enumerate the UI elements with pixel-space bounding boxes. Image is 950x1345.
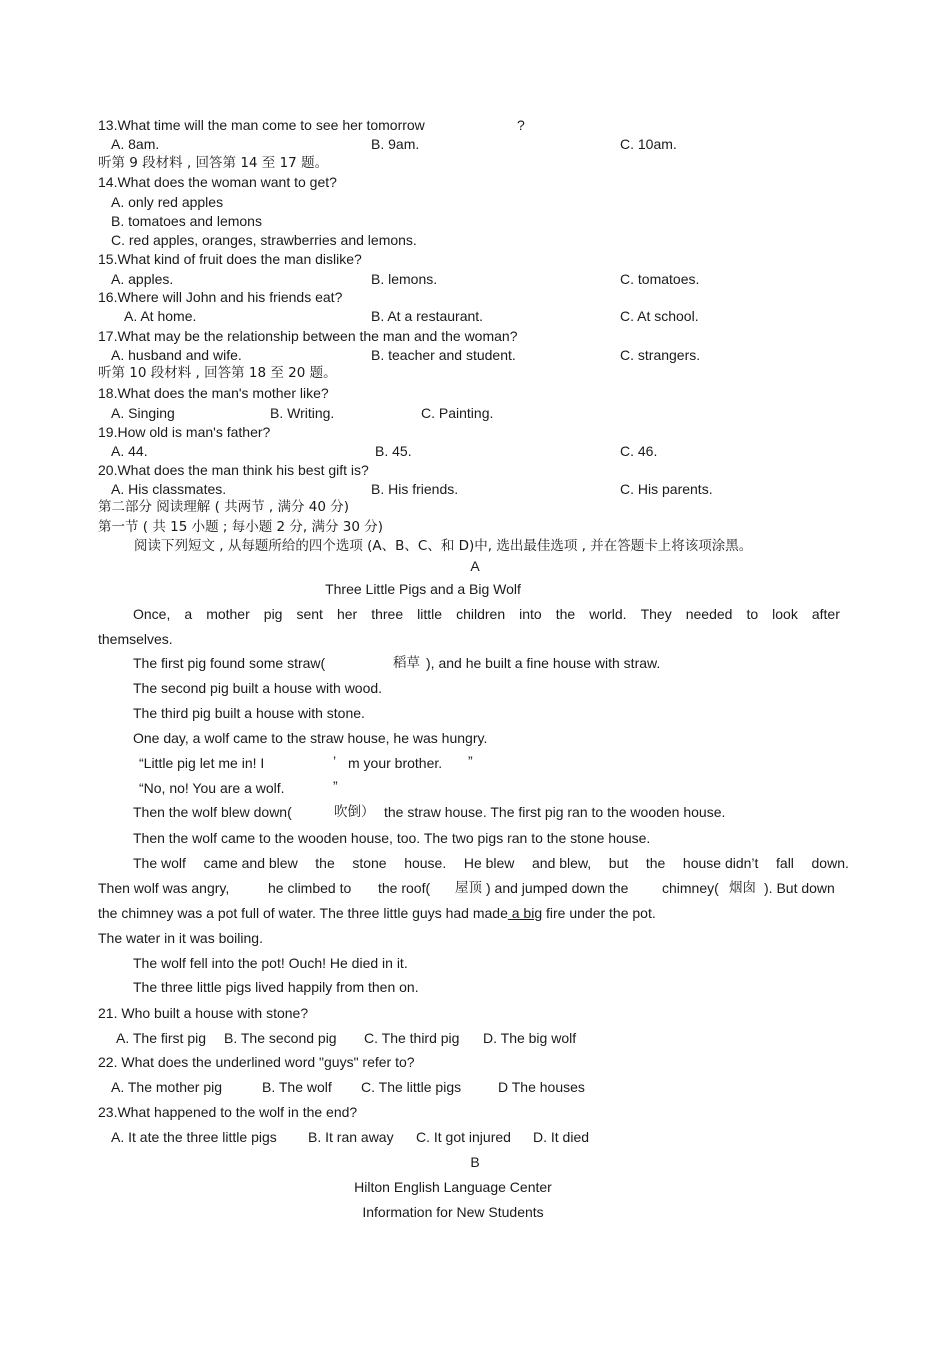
q22-option-c: C. The little pigs	[361, 1079, 462, 1095]
underlined-text: a big	[507, 905, 543, 921]
q16-option-a: A. At home.	[124, 308, 197, 324]
passage-a-p11-f: ). But down	[764, 880, 835, 896]
question-21: 21. Who built a house with stone?	[98, 1005, 309, 1021]
passage-a-p11-b: he climbed to	[268, 880, 352, 896]
word: He blew	[463, 855, 515, 871]
passage-a-p6-c: m your brother.	[348, 755, 443, 771]
passage-a-p7-quote: ”	[333, 778, 338, 794]
passage-a-p2-end: ), and he built a fine house with straw.	[426, 655, 661, 671]
passage-a-line-2: themselves.	[98, 631, 173, 647]
word: house didn’t	[682, 855, 759, 871]
question-14: 14.What does the woman want to get?	[98, 174, 337, 190]
passage-a-title: Three Little Pigs and a Big Wolf	[325, 581, 521, 597]
word: Once,	[133, 606, 171, 622]
passage-a-p11-chinese-roof: 屋顶	[455, 880, 482, 896]
q23-option-c: C. It got injured	[416, 1129, 511, 1145]
word: came and blew	[203, 855, 298, 871]
q22-option-b: B. The wolf	[262, 1079, 332, 1095]
passage-a-p11-chinese-chimney: 烟囱	[729, 880, 756, 896]
word: mother	[206, 606, 250, 622]
passage-a-p8-chinese: 吹倒）	[334, 804, 375, 820]
word: three	[371, 606, 404, 622]
passage-a-p11-d: ) and jumped down the	[486, 880, 629, 896]
question-13: 13.What time will the man come to see her tomorrow	[98, 117, 425, 133]
passage-a-p3: The second pig built a house with wood.	[133, 680, 383, 696]
question-23: 23.What happened to the wolf in the end?	[98, 1104, 358, 1120]
q23-option-a: A. It ate the three little pigs	[111, 1129, 277, 1145]
word: They	[640, 606, 672, 622]
passage-a-p10	[133, 854, 849, 872]
q19-option-c: C. 46.	[620, 443, 658, 459]
passage-a-p8-end: the straw house. The first pig ran to the wooden house.	[384, 804, 726, 820]
reading-instruction: 阅读下列短文 , 从每题所给的四个选项 (A、B、C、和 D)中, 选出最佳选项 , 并在答题卡上将该项涂黑。	[134, 538, 753, 554]
passage-a-p2-start: The first pig found some straw(	[133, 655, 326, 671]
word: her	[336, 606, 358, 622]
q17-option-b: B. teacher and student.	[371, 347, 516, 363]
q19-option-a: A. 44.	[111, 443, 148, 459]
q16-option-c: C. At school.	[620, 308, 699, 324]
passage-a-p14: The wolf fell into the pot! Ouch! He died in it.	[133, 955, 408, 971]
q18-option-a: A. Singing	[111, 405, 175, 421]
question-15: 15.What kind of fruit does the man dislike?	[98, 251, 362, 267]
passage-a-p11-e: chimney(	[662, 880, 719, 896]
passage-a-p9: Then the wolf came to the wooden house, too. The two pigs ran to the stone house.	[133, 830, 651, 846]
word: sent	[296, 606, 323, 622]
q20-option-c: C. His parents.	[620, 481, 713, 497]
question-19: 19.How old is man's father?	[98, 424, 271, 440]
passage-b-title: Hilton English Language Center	[354, 1179, 552, 1195]
q13-option-c: C. 10am.	[620, 136, 677, 152]
q15-option-c: C. tomatoes.	[620, 271, 700, 287]
word: look	[772, 606, 798, 622]
word: after	[811, 606, 840, 622]
q16-option-b: B. At a restaurant.	[371, 308, 484, 324]
question-17: 17.What may be the relationship between the man and the woman?	[98, 328, 518, 344]
q18-option-c: C. Painting.	[421, 405, 494, 421]
part-2-heading: 第二部分 阅读理解 ( 共两节 , 满分 40 分)	[98, 499, 350, 515]
passage-a-p12-end: fire under the pot.	[542, 905, 656, 921]
q21-option-d: D. The big wolf	[483, 1030, 577, 1046]
word: children	[456, 606, 506, 622]
section-10-instruction: 听第 10 段材料 , 回答第 18 至 20 题。	[98, 365, 337, 381]
passage-a-p12-start: the chimney was a pot full of water. The three little guys had made	[98, 905, 508, 921]
q21-option-b: B. The second pig	[224, 1030, 337, 1046]
question-22: 22. What does the underlined word "guys" refer to?	[98, 1054, 415, 1070]
passage-a-p5: One day, a wolf came to the straw house, he was hungry.	[133, 730, 488, 746]
passage-a-p6-apostrophe: ’	[333, 753, 337, 769]
word: the	[645, 855, 666, 871]
passage-a-line-1	[133, 605, 840, 623]
word: fall	[776, 855, 794, 871]
q15-option-a: A. apples.	[111, 271, 174, 287]
word: down.	[811, 855, 849, 871]
passage-a-p7: “No, no! You are a wolf.	[139, 780, 285, 796]
q19-option-b: B. 45.	[375, 443, 412, 459]
passage-a-p6-a: “Little pig let me in! I	[139, 755, 265, 771]
passage-a-p2-chinese: 稻草	[393, 655, 420, 671]
q22-option-d: D The houses	[498, 1079, 585, 1095]
word: little	[417, 606, 443, 622]
q22-option-a: A. The mother pig	[111, 1079, 223, 1095]
word: the	[555, 606, 576, 622]
question-16: 16.Where will John and his friends eat?	[98, 289, 343, 305]
q23-option-b: B. It ran away	[308, 1129, 394, 1145]
word: house.	[404, 855, 447, 871]
passage-a-p4: The third pig built a house with stone.	[133, 705, 365, 721]
question-20: 20.What does the man think his best gift is?	[98, 462, 369, 478]
word: stone	[352, 855, 387, 871]
passage-a-letter: A	[470, 558, 480, 574]
q20-option-b: B. His friends.	[371, 481, 459, 497]
passage-a-p11-c: the roof(	[378, 880, 431, 896]
word: but	[608, 855, 629, 871]
q23-option-d: D. It died	[533, 1129, 590, 1145]
word: world.	[589, 606, 627, 622]
q13-option-b: B. 9am.	[371, 136, 420, 152]
passage-a-p12	[98, 904, 656, 922]
question-13-mark: ?	[517, 117, 525, 133]
section-1-heading: 第一节 ( 共 15 小题 ; 每小题 2 分, 满分 30 分)	[98, 519, 384, 535]
word: The wolf	[133, 855, 186, 871]
q21-option-a: A. The first pig	[116, 1030, 207, 1046]
q18-option-b: B. Writing.	[270, 405, 335, 421]
q15-option-b: B. lemons.	[371, 271, 438, 287]
word: pig	[263, 606, 283, 622]
word: and blew,	[532, 855, 592, 871]
q17-option-a: A. husband and wife.	[111, 347, 242, 363]
passage-a-p13: The water in it was boiling.	[98, 930, 263, 946]
word: to	[746, 606, 759, 622]
passage-b-letter: B	[470, 1154, 480, 1170]
q14-option-a: A. only red apples	[111, 194, 224, 210]
q14-option-b: B. tomatoes and lemons	[111, 213, 262, 229]
word: needed	[685, 606, 733, 622]
passage-a-p6-quote: ”	[468, 753, 473, 769]
word: the	[315, 855, 335, 871]
passage-a-p8-start: Then the wolf blew down(	[133, 804, 292, 820]
section-9-instruction: 听第 9 段材料 , 回答第 14 至 17 题。	[98, 155, 329, 171]
q13-option-a: A. 8am.	[111, 136, 160, 152]
q20-option-a: A. His classmates.	[111, 481, 227, 497]
q14-option-c: C. red apples, oranges, strawberries and lemons.	[111, 232, 417, 248]
passage-a-p11-a: Then wolf was angry,	[98, 880, 230, 896]
word: into	[519, 606, 542, 622]
q17-option-c: C. strangers.	[620, 347, 701, 363]
passage-b-subtitle: Information for New Students	[362, 1204, 544, 1220]
passage-a-p15: The three little pigs lived happily from then on.	[133, 979, 419, 995]
question-18: 18.What does the man's mother like?	[98, 385, 329, 401]
word: a	[184, 606, 193, 622]
q21-option-c: C. The third pig	[364, 1030, 460, 1046]
